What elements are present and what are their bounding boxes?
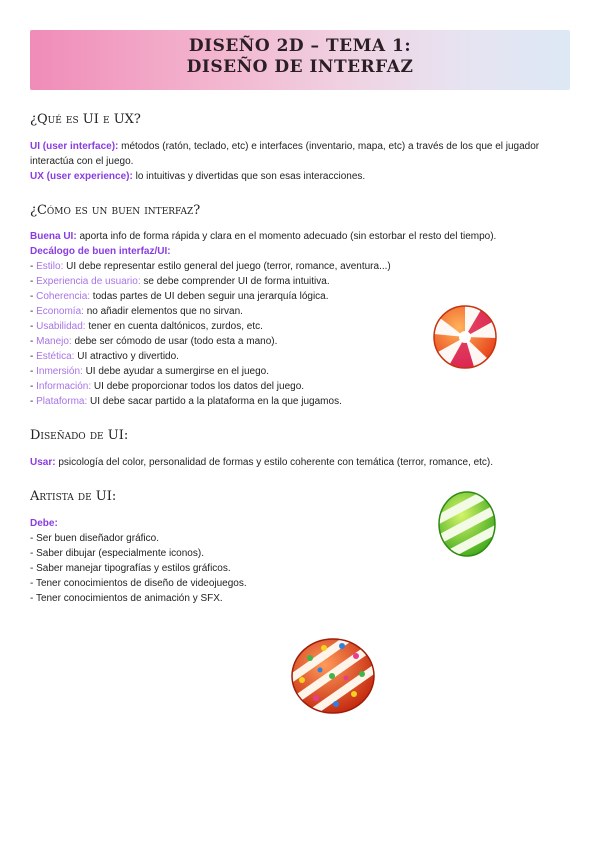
- buena-ui-label: Buena UI:: [30, 231, 77, 242]
- title-line-1: DISEÑO 2D – TEMA 1:: [188, 36, 412, 56]
- section-heading-disenado-ui: Diseñado de UI:: [30, 428, 129, 443]
- ux-label: UX (user experience):: [30, 171, 133, 182]
- title-line-2: DISEÑO DE INTERFAZ: [186, 57, 414, 77]
- list-item: - Manejo: debe ser cómodo de usar (todo esta a mano).: [30, 336, 278, 347]
- list-item: - Tener conocimientos de animación y SFX.: [30, 593, 223, 604]
- ui-definition: [30, 139, 570, 169]
- section-heading-ui-ux: ¿Qué es UI e UX?: [30, 112, 141, 127]
- usar-label: Usar:: [30, 457, 56, 468]
- list-item: - Usabilidad: tener en cuenta daltónicos, zurdos, etc.: [30, 321, 263, 332]
- list-item: - Inmersión: UI debe ayudar a sumergirse en el juego.: [30, 366, 270, 377]
- ux-definition: [30, 169, 570, 184]
- ui-text: métodos (ratón, teclado, etc) e interfaces (inventario, mapa, etc) a través de los que el jugador interactúa con el juego.: [30, 141, 540, 167]
- orange-swirl-candy-icon: [432, 304, 498, 370]
- list-item: - Saber manejar tipografías y estilos gráficos.: [30, 563, 231, 574]
- list-item: - Ser buen diseñador gráfico.: [30, 533, 159, 544]
- list-item: - Economía: no añadir elementos que no sirvan.: [30, 306, 243, 317]
- usar-text: psicología del color, personalidad de formas y estilo coherente con temática (terror, romance, etc).: [55, 457, 494, 468]
- list-item: - Experiencia de usuario: se debe comprender UI de forma intuitiva.: [30, 276, 330, 287]
- buena-ui-definition: [30, 229, 570, 244]
- decalogo-heading: Decálogo de buen interfaz/UI:: [30, 246, 171, 257]
- ui-label: UI (user interface):: [30, 141, 119, 152]
- list-item: - Tener conocimientos de diseño de videojuegos.: [30, 578, 247, 589]
- debe-heading: Debe:: [30, 518, 58, 529]
- list-item: - Saber dibujar (especialmente iconos).: [30, 548, 204, 559]
- ux-text: lo intuitivas y divertidas que son esas interacciones.: [132, 171, 366, 182]
- green-striped-candy-icon: [437, 490, 497, 558]
- section-heading-buen-interfaz: ¿Cómo es un buen interfaz?: [30, 203, 201, 218]
- usar-definition: [30, 455, 570, 470]
- sprinkle-candy-icon: [290, 636, 376, 716]
- section-heading-artista-ui: Artista de UI:: [30, 489, 117, 504]
- page-title: [30, 36, 570, 78]
- list-item: - Estética: UI atractivo y divertido.: [30, 351, 179, 362]
- list-item: - Información: UI debe proporcionar todos los datos del juego.: [30, 381, 305, 392]
- list-item: - Plataforma: UI debe sacar partido a la plataforma en la que jugamos.: [30, 396, 342, 407]
- list-item: - Estilo: UI debe representar estilo general del juego (terror, romance, aventura...): [30, 261, 391, 272]
- buena-ui-text: aporta info de forma rápida y clara en el momento adecuado (sin estorbar el resto del tiempo).: [76, 231, 497, 242]
- list-item: - Coherencia: todas partes de UI deben seguir una jerarquía lógica.: [30, 291, 329, 302]
- title-banner: [30, 30, 570, 90]
